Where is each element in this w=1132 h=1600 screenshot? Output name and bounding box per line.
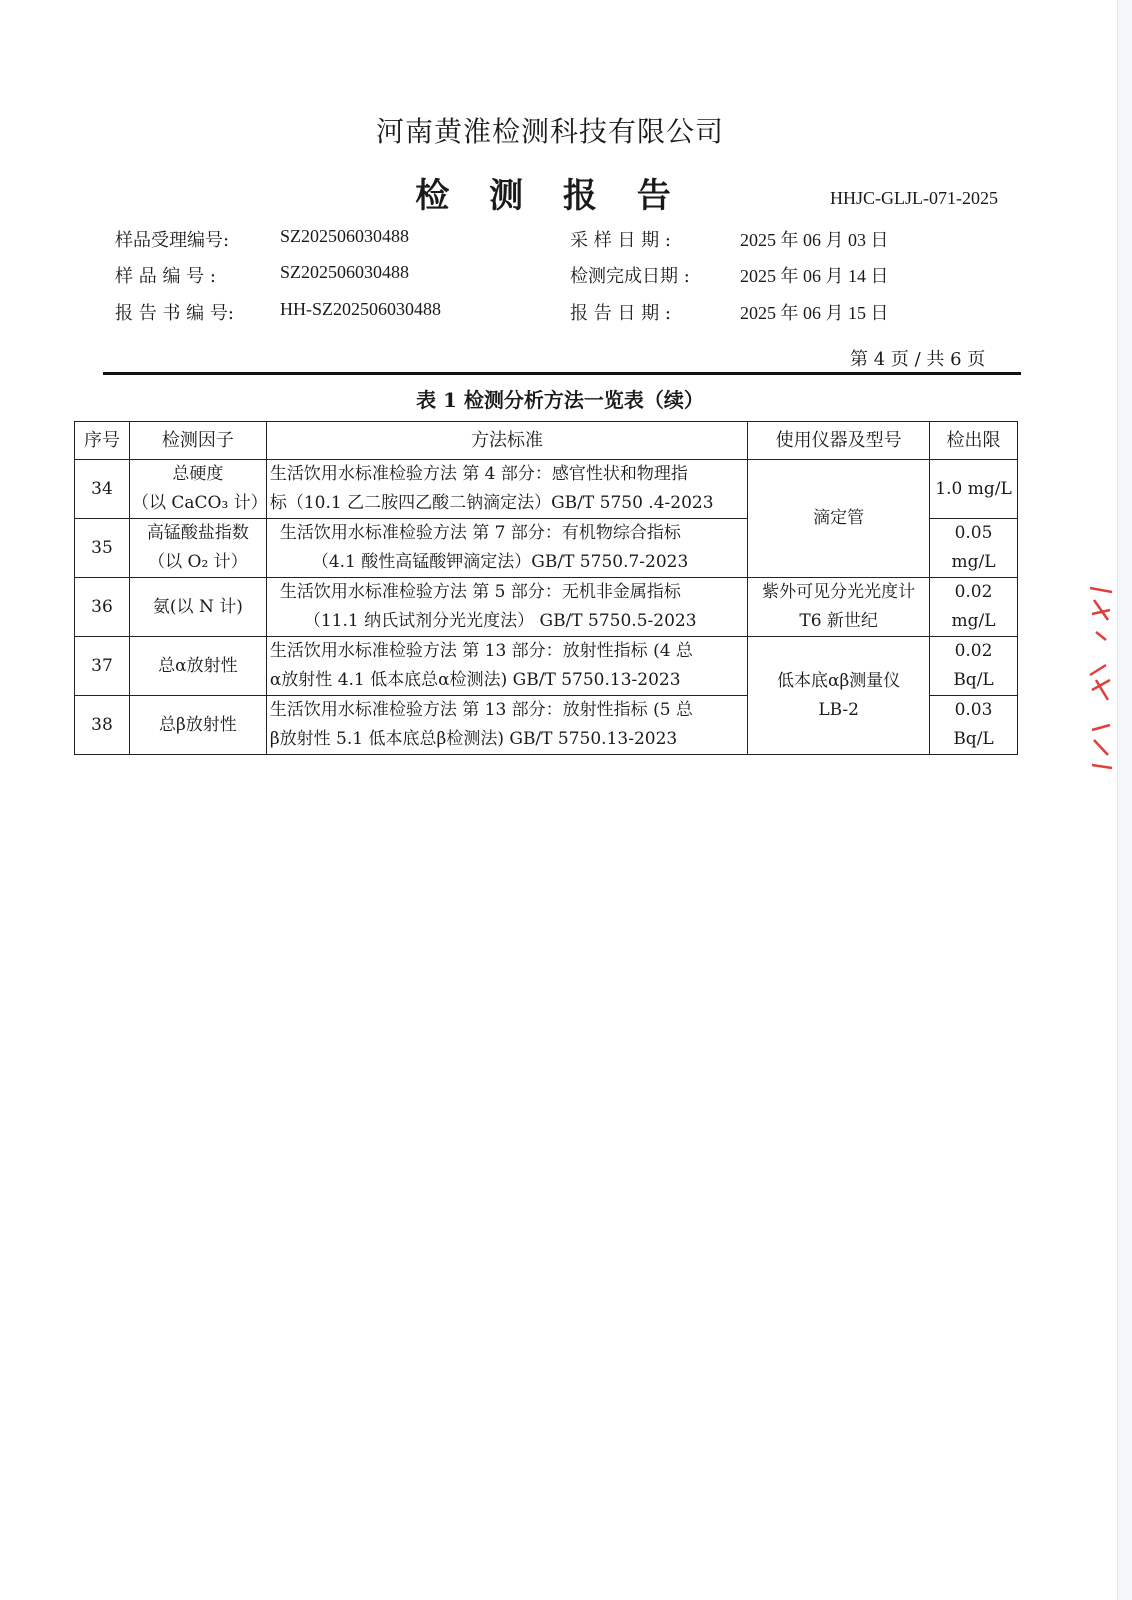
sample-no-value: SZ202506030488 [280, 262, 410, 282]
row-method [266, 696, 747, 755]
row-no: 37 [75, 637, 130, 696]
factor-line: （以 CaCO₃ 计） [131, 493, 268, 513]
company-name: 河南黄淮检测科技有限公司 [375, 115, 724, 148]
row-limit: 0.03 Bq/L [930, 696, 1018, 755]
row-limit: 0.02 mg/L [930, 578, 1018, 637]
instrument-line: 紫外可见分光光度计 [762, 582, 916, 602]
row-factor: 总β放射性 [129, 696, 266, 755]
col-header-limit: 检出限 [930, 422, 1018, 460]
col-header-no: 序号 [75, 422, 130, 460]
method-line: 标（10.1 乙二胺四乙酸二钠滴定法）GB/T 5750 .4-2023 [269, 493, 714, 513]
row-factor [129, 519, 266, 578]
table-row [75, 460, 1018, 519]
methods-table [74, 421, 1018, 755]
instrument-line: LB-2 [818, 699, 859, 720]
sampling-date-label: 采 样 日 期 : [570, 230, 671, 251]
instrument-line: 低本底αβ测量仪 [776, 670, 901, 691]
row-instrument [748, 637, 930, 755]
method-line: α放射性 4.1 低本底总α检测法) GB/T 5750.13-2023 [269, 670, 681, 690]
row-limit: 1.0 mg/L [930, 460, 1018, 519]
method-line: 生活饮用水标准检验方法 第 5 部分：无机非金属指标 [279, 582, 681, 602]
row-method [266, 460, 747, 519]
row-instrument [748, 578, 930, 637]
report-date-value: 2025 年 06 月 15 日 [740, 303, 889, 323]
method-line: 生活饮用水标准检验方法 第 4 部分：感官性状和物理指 [269, 464, 688, 484]
row-method [266, 637, 747, 696]
method-line: β放射性 5.1 低本底总β检测法) GB/T 5750.13-2023 [269, 729, 678, 749]
scan-edge-strip [1117, 0, 1132, 1600]
test-complete-date-value: 2025 年 06 月 14 日 [740, 266, 889, 286]
row-no: 35 [75, 519, 130, 578]
row-no: 34 [75, 460, 130, 519]
factor-line: 总硬度 [172, 464, 224, 484]
table-row [75, 637, 1018, 696]
instrument-line: T6 新世纪 [799, 611, 878, 631]
factor-line: 高锰酸盐指数 [146, 523, 249, 543]
row-no: 38 [75, 696, 130, 755]
row-limit: 0.05 mg/L [930, 519, 1018, 578]
row-method [266, 519, 747, 578]
report-code: HHJC-GLJL-071-2025 [830, 188, 998, 208]
test-complete-date-label: 检测完成日期 : [570, 266, 690, 287]
col-header-instrument: 使用仪器及型号 [748, 422, 930, 460]
report-no-value: HH-SZ202506030488 [280, 299, 441, 319]
header-divider [103, 372, 1021, 375]
report-date-label: 报 告 日 期 : [570, 303, 671, 324]
red-seal-stamp-partial [1086, 580, 1116, 790]
row-limit: 0.02 Bq/L [930, 637, 1018, 696]
meta-row [115, 226, 1015, 256]
method-line: （4.1 酸性高锰酸钾滴定法）GB/T 5750.7-2023 [311, 552, 689, 572]
sample-no-label: 样 品 编 号 : [115, 266, 216, 287]
method-line: （11.1 纳氏试剂分光光度法） GB/T 5750.5-2023 [303, 611, 697, 631]
table-title: 表 1 检测分析方法一览表（续） [416, 388, 704, 412]
sampling-date-value: 2025 年 06 月 03 日 [740, 230, 889, 250]
report-no-label: 报 告 书 编 号: [115, 303, 234, 324]
row-method [266, 578, 747, 637]
method-line: 生活饮用水标准检验方法 第 13 部分：放射性指标 (4 总 [269, 641, 693, 661]
report-title: 检 测 报 告 [415, 176, 685, 216]
table-header-row [75, 422, 1018, 460]
page-number: 第 4 页 / 共 6 页 [850, 349, 986, 370]
sample-receipt-no-value: SZ202506030488 [280, 226, 410, 246]
col-header-method: 方法标准 [266, 422, 747, 460]
table-row [75, 578, 1018, 637]
factor-line: （以 O₂ 计） [148, 552, 248, 572]
row-factor [129, 460, 266, 519]
row-instrument: 滴定管 [748, 460, 930, 578]
col-header-factor: 检测因子 [129, 422, 266, 460]
meta-row [115, 299, 1015, 329]
row-no: 36 [75, 578, 130, 637]
row-factor: 总α放射性 [129, 637, 266, 696]
method-line: 生活饮用水标准检验方法 第 13 部分：放射性指标 (5 总 [269, 700, 693, 720]
meta-row [115, 262, 1015, 292]
method-line: 生活饮用水标准检验方法 第 7 部分：有机物综合指标 [279, 523, 681, 543]
sample-receipt-no-label: 样品受理编号: [115, 230, 230, 251]
row-factor: 氨(以 N 计) [129, 578, 266, 637]
